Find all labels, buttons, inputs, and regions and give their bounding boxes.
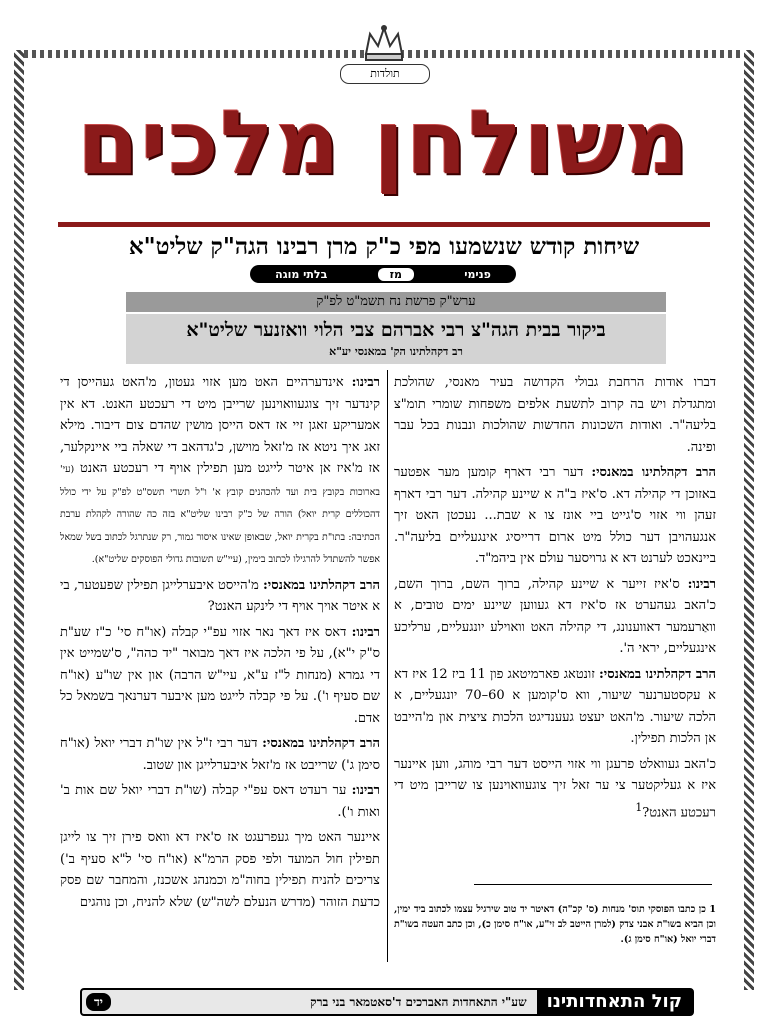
left-column bbox=[60, 372, 380, 917]
footnote-rule bbox=[474, 884, 712, 885]
paragraph: רבינו: דאס איז דאך נאר אזוי עפ"י קבלה (או"ח סי' כ"ז שע"ת ס"ק י"א), על פי הלכה איז דאך מבואר "יד כהה", ס'שמייט אין די גמרא (מנחות ל"ז ע"א, עיי"ש הרבה) און אין שו"ע (או"ח שם סעיף ו'). על פי קבלה לייגט מען איבער דערנאך בשמאל כל אדם. bbox=[60, 624, 380, 726]
footer-banner bbox=[80, 988, 694, 1016]
masthead-title: משולחן מלכים bbox=[77, 91, 691, 194]
article-title: ביקור בבית הגה"צ רבי אברהם צבי הלוי וואזנער שליט"א bbox=[186, 319, 606, 341]
tag-left: בלתי מוגה bbox=[275, 267, 328, 281]
footnote-number: 1 bbox=[709, 904, 716, 915]
footer-brand: קול התאחדותינו bbox=[537, 990, 692, 1014]
paragraph: דברו אודות הרחבת גבולי הקדושה בעיר מאנסי, שהולכת ומתגדלת ויש בה קרוב לתשעת אלפים משפחות שומרי תומ"צ בליעה"ר. ואודות השכונות החדשות שהולכות ונבנות בכל עבר ופינה. bbox=[394, 375, 716, 455]
footnote bbox=[394, 902, 716, 947]
toldot-label: תולדות bbox=[340, 64, 430, 84]
paragraph: איינער האט מיך געפרעגט אז ס'איז דא וואס פירן זיך צו לייגן תפילין חול המועד ולפי פסק הרמ"א (או"ח סי' ל"א סעיף ב') צריכים להניח תפילין בחוה"מ וכמנהג אשכנז, והמחבר שם פסק כדעת הזוהר (מדרש הנעלם לשה"ש) שלא להניח, וכן נוהגים bbox=[60, 830, 380, 910]
issue-date: ערש"ק פרשת נח תשמ"ט לפ"ק bbox=[126, 292, 666, 312]
tag-bar bbox=[250, 265, 516, 283]
tag-middle: מז bbox=[378, 268, 414, 281]
paragraph: הרב דקהלתינו במאנסי: מ'הייסט איבערלייגן תפילין שפעטער, בי א איטר אויך אויף די לינקע האנט? bbox=[60, 577, 381, 614]
footnote-text: כן כתבו הפוסקי תוס' מנחות (ס' קכ"ה) דאיטר יד טוב שירגיל עצמו לכתוב ביד ימין, וכן הביא בשו"ת אבני צדק (למרן הייטב לב זי"ע, או"ח סימן כ), וכן כתב העטה בשו"ת דברי יואל (או"ח סימן ג). bbox=[394, 904, 716, 945]
paragraph: כ'האב געוואלט פרעגן ווי אזוי הייסט דער רבי מוהג, ווען איינער איז א געליקטער צי ער זאל זיך צוגעוואוינען צו שרייבן מיט די רעכטע האנט?$^1$ bbox=[394, 756, 716, 820]
paragraph: רבינו: אינדערהיים האט מען אזוי געטון, מ'האט געהייסן די קינדער זיך צוגעוואוינען שרייבן מיט די רעכטע האנט. דא אין אמעריקע זאגן זיי אז דאס הייסן מושין שהדם צום דיבור. מילא זאג איך ניטא אז מ'זאל מוישן, כ'גדהאב די שאלה ביי איינקלער, אז מ'איז אן איטר לייגט מען תפילין אויף די רעכטע האנט (עי' בארוכות בקובץ בית ועד להכהנים קובץ א' ו"ל תשרי תשס"ט לפ"ק על ידי כולל דהכוללים קרית יואל) הורה של כ"ק רבינו שליט"א בזה כה שהורה לקהלת ערבת הכתיבה: בתו"ת בקרית יואל, שבאופן שאינו איסור גמור, רק שנתרגל לכתוב בשל שמאל אפשר להשתדל להרגילו לכתוב בימין, (עיי"ש תשובות גדולי הפוסקים שליט"א). bbox=[60, 375, 380, 565]
paragraph: הרב דקהלתינו במאנסי: דער רבי דארף קומען מער אפטער באזוכן די קהילה דא. ס'איז ב"ה א שיינע קהילה. דער רבי דארף זעהן ווי אזוי ס'גייט ביי אונז צו א שבת... נעכטן האט זיך אנגעהויבן דער כולל מיט ארום דרייסיג אינגעליים בליעה"ר. ביינאכט לערנט דא א גרויסער עולם אין ביהמ"ד. bbox=[394, 465, 716, 566]
page-number: יד bbox=[86, 993, 111, 1011]
crown-icon bbox=[362, 24, 406, 64]
masthead-rule bbox=[58, 222, 710, 227]
footer-org: שע"י התאחדות האברכים ד'סאטמאר בני ברק bbox=[310, 994, 527, 1009]
tag-right: פנימי bbox=[464, 267, 491, 281]
right-column bbox=[394, 372, 716, 827]
left-border bbox=[14, 50, 24, 990]
right-border bbox=[744, 50, 754, 990]
paragraph: הרב דקהלתינו במאנסי: זונטאג פארמיטאג פון 11 ביז 12 איז דא א עקסטערנער שיעור, ווא ס'קומען א 60–70 יונגעליים, א הלכה שיעור. מ'האט יעצט געענדיגט הלכות ציצית און מ'הייבט אן הלכות תפילין. bbox=[394, 666, 716, 746]
paragraph: הרב דקהלתינו במאנסי: דער רבי ז"ל אין שו"ת דברי יואל (או"ח סימן ג') שרייבט אז מ'זאל איבערלייגן און שטוב. bbox=[60, 736, 380, 773]
column-divider bbox=[387, 370, 388, 962]
paragraph: רבינו: ס'איז זייער א שיינע קהילה, ברוך השם, ברוך השם, כ'האב געהערט אז ס'איז דא געווען שיינע ימים טובים, א וואַרעמער דאווענונג, די קהילה האט וואוילע יונגעליים, ערליכע אינגעליים, יראי ה'. bbox=[394, 576, 716, 656]
article-byline: רב דקהלתינו הק' במאנסי יע"א bbox=[329, 345, 463, 358]
article-heading bbox=[126, 314, 666, 364]
subtitle: שיחות קודש שנשמעו מפי כ"ק מרן רבינו הגה"ק שליט"א bbox=[128, 233, 640, 260]
paragraph: רבינו: ער רעדט דאס עפ"י קבלה (שו"ת דברי יואל שם אות ב' ואות ו'). bbox=[60, 783, 380, 820]
footnote-ref[interactable]: 1 bbox=[635, 800, 643, 814]
